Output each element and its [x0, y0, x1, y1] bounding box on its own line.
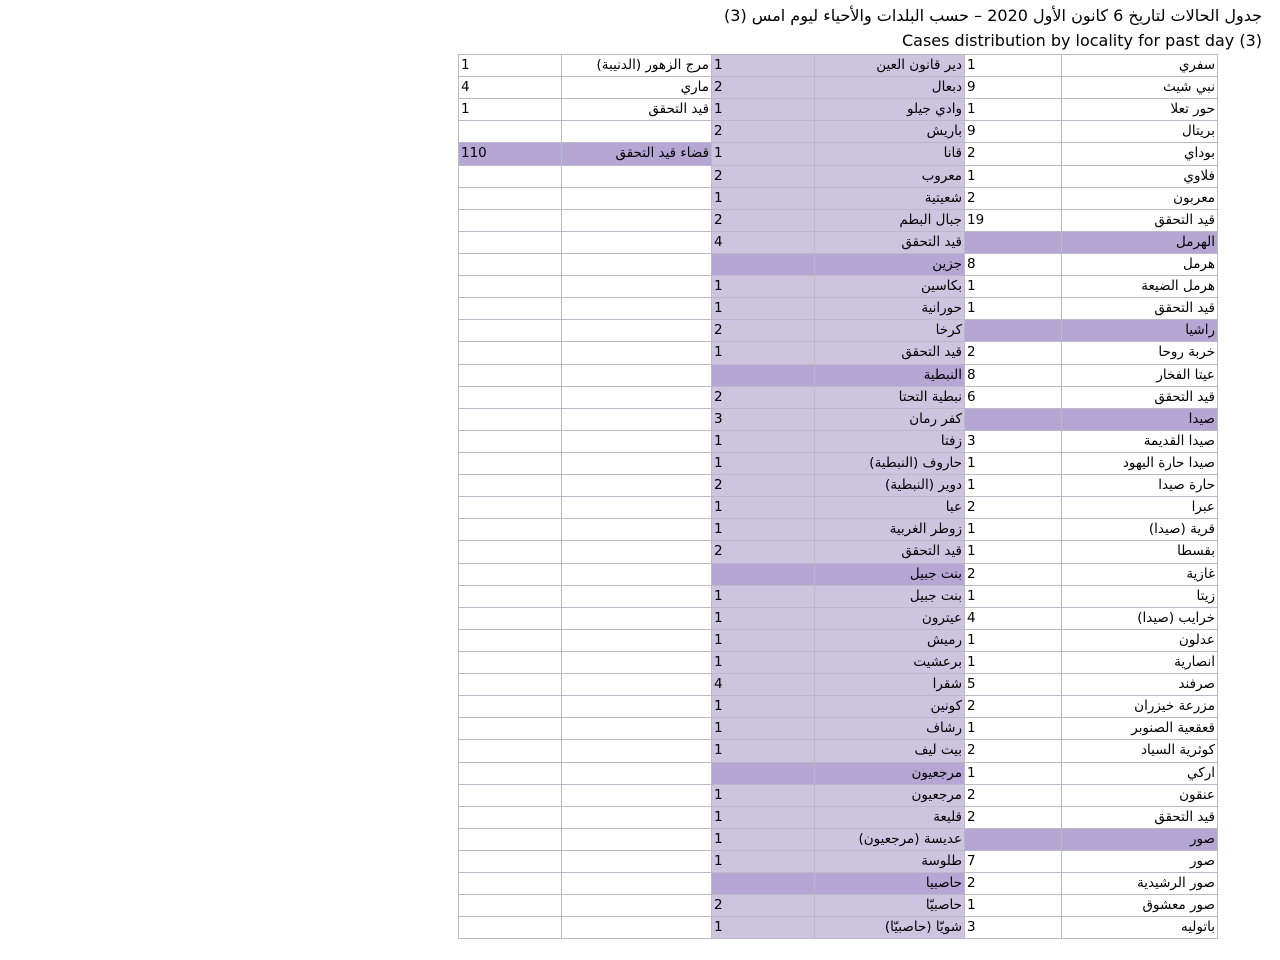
case-count: 3 — [965, 917, 1062, 939]
table-row — [459, 828, 1218, 850]
case-count: 1 — [712, 651, 815, 673]
case-count — [965, 231, 1062, 253]
locality-name: حور تعلا — [1062, 99, 1218, 121]
locality-name — [562, 209, 712, 231]
table-row — [459, 276, 1218, 298]
locality-name — [562, 696, 712, 718]
locality-name: عيترون — [815, 607, 965, 629]
case-count: 1 — [712, 850, 815, 872]
table-row — [459, 364, 1218, 386]
case-count — [459, 917, 562, 939]
case-count — [459, 165, 562, 187]
case-count: 2 — [965, 740, 1062, 762]
locality-name: عيتا الفخار — [1062, 364, 1218, 386]
locality-name: بنت جبيل — [815, 585, 965, 607]
locality-name — [562, 298, 712, 320]
case-count — [459, 828, 562, 850]
case-count — [965, 828, 1062, 850]
case-count — [459, 408, 562, 430]
case-count — [965, 408, 1062, 430]
case-count: 1 — [712, 430, 815, 452]
report-title-english: Cases distribution by locality for past day (3) — [901, 31, 1262, 50]
table-row — [459, 55, 1218, 77]
case-count: 1 — [712, 718, 815, 740]
table-row — [459, 784, 1218, 806]
locality-name: طلوسة — [815, 850, 965, 872]
case-count — [459, 386, 562, 408]
locality-name: ماري — [562, 77, 712, 99]
table-row — [459, 99, 1218, 121]
case-count: 1 — [712, 806, 815, 828]
table-row — [459, 253, 1218, 275]
locality-name: صور — [1062, 828, 1218, 850]
case-count: 1 — [712, 917, 815, 939]
table-row — [459, 873, 1218, 895]
case-count: 1 — [965, 519, 1062, 541]
locality-name: قيد التحقق — [815, 541, 965, 563]
locality-name — [562, 541, 712, 563]
case-count — [459, 253, 562, 275]
locality-name: حاروف (النبطية) — [815, 452, 965, 474]
case-count: 4 — [712, 674, 815, 696]
locality-name — [562, 651, 712, 673]
case-count — [459, 497, 562, 519]
locality-name: صور — [1062, 850, 1218, 872]
case-count: 8 — [965, 253, 1062, 275]
table-row — [459, 806, 1218, 828]
locality-name — [562, 121, 712, 143]
case-count — [459, 784, 562, 806]
case-count: 2 — [712, 475, 815, 497]
case-count: 3 — [712, 408, 815, 430]
case-count — [459, 806, 562, 828]
case-count — [459, 452, 562, 474]
locality-name: قليعة — [815, 806, 965, 828]
case-count: 2 — [712, 209, 815, 231]
case-count: 2 — [965, 696, 1062, 718]
case-count — [459, 607, 562, 629]
table-row — [459, 475, 1218, 497]
case-count — [459, 740, 562, 762]
locality-name: عديسة (مرجعيون) — [815, 828, 965, 850]
case-count — [712, 364, 815, 386]
case-count — [459, 320, 562, 342]
locality-name: حارة صيدا — [1062, 475, 1218, 497]
locality-name: مرجعيون — [815, 762, 965, 784]
case-count — [459, 519, 562, 541]
case-count: 1 — [712, 607, 815, 629]
locality-name: حورانية — [815, 298, 965, 320]
locality-name — [562, 873, 712, 895]
table-row — [459, 585, 1218, 607]
case-count: 7 — [965, 850, 1062, 872]
case-count: 9 — [965, 121, 1062, 143]
locality-name: راشيا — [1062, 320, 1218, 342]
case-count: 2 — [712, 320, 815, 342]
table-row — [459, 386, 1218, 408]
locality-name: قعقعية الصنوبر — [1062, 718, 1218, 740]
case-count: 1 — [712, 519, 815, 541]
case-count: 19 — [965, 209, 1062, 231]
locality-name: صيدا — [1062, 408, 1218, 430]
table-row — [459, 187, 1218, 209]
table-row — [459, 519, 1218, 541]
case-count — [712, 563, 815, 585]
locality-name — [562, 408, 712, 430]
case-count — [459, 674, 562, 696]
locality-name — [562, 430, 712, 452]
table-row — [459, 850, 1218, 872]
locality-name: خربة روحا — [1062, 342, 1218, 364]
locality-name — [562, 452, 712, 474]
locality-name — [562, 828, 712, 850]
case-count: 1 — [965, 718, 1062, 740]
locality-name: بيت ليف — [815, 740, 965, 762]
table-row — [459, 762, 1218, 784]
locality-name: نبطية التحتا — [815, 386, 965, 408]
locality-name — [562, 187, 712, 209]
case-count — [459, 121, 562, 143]
case-count: 1 — [712, 585, 815, 607]
locality-name — [562, 607, 712, 629]
table-row — [459, 452, 1218, 474]
locality-name: عنقون — [1062, 784, 1218, 806]
case-count: 1 — [712, 187, 815, 209]
locality-name: وادي جيلو — [815, 99, 965, 121]
locality-name: اركي — [1062, 762, 1218, 784]
case-count: 2 — [965, 143, 1062, 165]
case-count: 1 — [712, 276, 815, 298]
case-count: 3 — [965, 430, 1062, 452]
case-count — [965, 320, 1062, 342]
table-row — [459, 231, 1218, 253]
locality-name — [562, 253, 712, 275]
locality-name: عبرا — [1062, 497, 1218, 519]
case-count: 1 — [965, 629, 1062, 651]
case-count: 1 — [459, 55, 562, 77]
locality-name — [562, 563, 712, 585]
case-count — [459, 696, 562, 718]
locality-name: قيد التحقق — [1062, 298, 1218, 320]
table-row — [459, 165, 1218, 187]
table-row — [459, 740, 1218, 762]
case-count: 2 — [965, 342, 1062, 364]
locality-name: قيد التحقق — [1062, 806, 1218, 828]
table-row — [459, 497, 1218, 519]
table-row — [459, 121, 1218, 143]
locality-name — [562, 762, 712, 784]
locality-name: زفتا — [815, 430, 965, 452]
case-count — [459, 585, 562, 607]
case-count: 4 — [965, 607, 1062, 629]
table-row — [459, 629, 1218, 651]
locality-name: النبطية — [815, 364, 965, 386]
case-count — [459, 541, 562, 563]
cases-table-body — [459, 55, 1218, 939]
locality-name: مزرعة خيزران — [1062, 696, 1218, 718]
case-count — [459, 762, 562, 784]
locality-name: زوطر الغربية — [815, 519, 965, 541]
case-count: 1 — [965, 651, 1062, 673]
locality-name: شقرا — [815, 674, 965, 696]
locality-name: باتوليه — [1062, 917, 1218, 939]
case-count — [459, 629, 562, 651]
table-row — [459, 674, 1218, 696]
locality-name — [562, 364, 712, 386]
case-count — [459, 364, 562, 386]
case-count — [459, 563, 562, 585]
locality-name — [562, 674, 712, 696]
locality-name — [562, 276, 712, 298]
case-count — [459, 873, 562, 895]
case-count: 2 — [965, 187, 1062, 209]
locality-name: قضاء قيد التحقق — [562, 143, 712, 165]
locality-name — [562, 585, 712, 607]
case-count: 1 — [965, 298, 1062, 320]
case-count: 4 — [459, 77, 562, 99]
case-count: 6 — [965, 386, 1062, 408]
table-row — [459, 696, 1218, 718]
locality-name: بنت جبيل — [815, 563, 965, 585]
locality-name: صور الرشيدية — [1062, 873, 1218, 895]
case-count: 1 — [712, 696, 815, 718]
case-count: 1 — [712, 629, 815, 651]
case-count: 1 — [965, 475, 1062, 497]
locality-name: قيد التحقق — [815, 231, 965, 253]
locality-name: مرجعيون — [815, 784, 965, 806]
case-count: 4 — [712, 231, 815, 253]
locality-name: دير قانون العين — [815, 55, 965, 77]
case-count — [712, 873, 815, 895]
locality-name — [562, 320, 712, 342]
case-count: 2 — [712, 165, 815, 187]
locality-name: سفري — [1062, 55, 1218, 77]
locality-name: دوير (النبطية) — [815, 475, 965, 497]
case-count — [712, 762, 815, 784]
case-count — [459, 298, 562, 320]
locality-name: كونين — [815, 696, 965, 718]
case-count: 1 — [712, 342, 815, 364]
table-row — [459, 77, 1218, 99]
locality-name — [562, 784, 712, 806]
case-count: 1 — [712, 143, 815, 165]
case-count: 1 — [965, 165, 1062, 187]
case-count: 1 — [965, 762, 1062, 784]
locality-name: شعيتية — [815, 187, 965, 209]
case-count — [459, 895, 562, 917]
locality-name: باريش — [815, 121, 965, 143]
case-count — [459, 651, 562, 673]
case-count: 1 — [712, 99, 815, 121]
locality-name — [562, 718, 712, 740]
locality-name: حاصبيّا — [815, 895, 965, 917]
case-count: 1 — [712, 740, 815, 762]
table-row — [459, 651, 1218, 673]
locality-name — [562, 165, 712, 187]
locality-name — [562, 740, 712, 762]
locality-name: بوداي — [1062, 143, 1218, 165]
locality-name: قيد التحقق — [815, 342, 965, 364]
case-count — [459, 850, 562, 872]
locality-name: معروب — [815, 165, 965, 187]
case-count — [459, 276, 562, 298]
locality-name: حاصبيا — [815, 873, 965, 895]
case-count: 1 — [712, 298, 815, 320]
case-count: 1 — [712, 55, 815, 77]
table-row — [459, 541, 1218, 563]
locality-name: شويّا (حاصبيّا) — [815, 917, 965, 939]
case-count: 1 — [965, 541, 1062, 563]
case-count: 1 — [965, 895, 1062, 917]
case-count — [459, 231, 562, 253]
locality-name: بريتال — [1062, 121, 1218, 143]
case-count: 2 — [965, 497, 1062, 519]
case-count: 2 — [965, 784, 1062, 806]
locality-name: صور معشوق — [1062, 895, 1218, 917]
case-count: 1 — [965, 585, 1062, 607]
case-count: 1 — [712, 784, 815, 806]
case-count: 9 — [965, 77, 1062, 99]
case-count — [712, 253, 815, 275]
case-count: 2 — [712, 541, 815, 563]
case-count: 2 — [712, 895, 815, 917]
case-count: 1 — [965, 276, 1062, 298]
case-count: 1 — [712, 452, 815, 474]
table-row — [459, 607, 1218, 629]
table-row — [459, 430, 1218, 452]
case-count: 2 — [712, 77, 815, 99]
locality-name: انصارية — [1062, 651, 1218, 673]
locality-name — [562, 497, 712, 519]
table-row — [459, 408, 1218, 430]
locality-name: كوثرية السياد — [1062, 740, 1218, 762]
locality-name — [562, 386, 712, 408]
locality-name: جزين — [815, 253, 965, 275]
locality-name: فلاوي — [1062, 165, 1218, 187]
locality-name: عدلون — [1062, 629, 1218, 651]
table-row — [459, 718, 1218, 740]
locality-name — [562, 917, 712, 939]
case-count — [459, 187, 562, 209]
table-row — [459, 209, 1218, 231]
locality-name: مرج الزهور (الدنيبة) — [562, 55, 712, 77]
locality-name — [562, 850, 712, 872]
case-count: 2 — [965, 806, 1062, 828]
case-count — [459, 718, 562, 740]
locality-name: نبي شيث — [1062, 77, 1218, 99]
table-row — [459, 342, 1218, 364]
locality-name: قرية (صيدا) — [1062, 519, 1218, 541]
locality-name: كفر رمان — [815, 408, 965, 430]
locality-name: دبعال — [815, 77, 965, 99]
case-count: 1 — [965, 55, 1062, 77]
table-row — [459, 320, 1218, 342]
locality-name: غازية — [1062, 563, 1218, 585]
report-title-arabic: جدول الحالات لتاريخ 6 كانون الأول 2020 – حسب البلدات والأحياء ليوم امس (3) — [724, 6, 1262, 25]
locality-name: بقسطا — [1062, 541, 1218, 563]
locality-name: خرايب (صيدا) — [1062, 607, 1218, 629]
locality-name: كرخا — [815, 320, 965, 342]
locality-name: بكاسين — [815, 276, 965, 298]
case-count: 1 — [965, 452, 1062, 474]
locality-name: صيدا القديمة — [1062, 430, 1218, 452]
locality-name: رشاف — [815, 718, 965, 740]
locality-name: صرفند — [1062, 674, 1218, 696]
table-row — [459, 143, 1218, 165]
locality-name: معربون — [1062, 187, 1218, 209]
locality-name: هرمل — [1062, 253, 1218, 275]
locality-name: قيد التحقق — [1062, 209, 1218, 231]
locality-name: رميش — [815, 629, 965, 651]
locality-name — [562, 519, 712, 541]
case-count: 1 — [712, 828, 815, 850]
locality-name: عبا — [815, 497, 965, 519]
case-count — [459, 209, 562, 231]
locality-name — [562, 629, 712, 651]
locality-name: قيد التحقق — [1062, 386, 1218, 408]
locality-name: زيتا — [1062, 585, 1218, 607]
case-count: 2 — [712, 121, 815, 143]
locality-name — [562, 231, 712, 253]
table-row — [459, 298, 1218, 320]
case-count: 2 — [712, 386, 815, 408]
table-row — [459, 563, 1218, 585]
cases-table — [458, 54, 1218, 939]
table-row — [459, 917, 1218, 939]
locality-name — [562, 895, 712, 917]
case-count: 5 — [965, 674, 1062, 696]
table-row — [459, 895, 1218, 917]
case-count — [459, 342, 562, 364]
case-count: 2 — [965, 873, 1062, 895]
case-count — [459, 475, 562, 497]
locality-name: هرمل الضيعة — [1062, 276, 1218, 298]
locality-name: قانا — [815, 143, 965, 165]
locality-name — [562, 342, 712, 364]
case-count: 1 — [712, 497, 815, 519]
case-count — [459, 430, 562, 452]
case-count: 110 — [459, 143, 562, 165]
case-count: 8 — [965, 364, 1062, 386]
locality-name: برعشيت — [815, 651, 965, 673]
locality-name: الهرمل — [1062, 231, 1218, 253]
locality-name — [562, 806, 712, 828]
case-count: 1 — [459, 99, 562, 121]
case-count: 1 — [965, 99, 1062, 121]
case-count: 2 — [965, 563, 1062, 585]
locality-name: جبال البطم — [815, 209, 965, 231]
locality-name: صيدا حارة اليهود — [1062, 452, 1218, 474]
locality-name — [562, 475, 712, 497]
locality-name: قيد التحقق — [562, 99, 712, 121]
